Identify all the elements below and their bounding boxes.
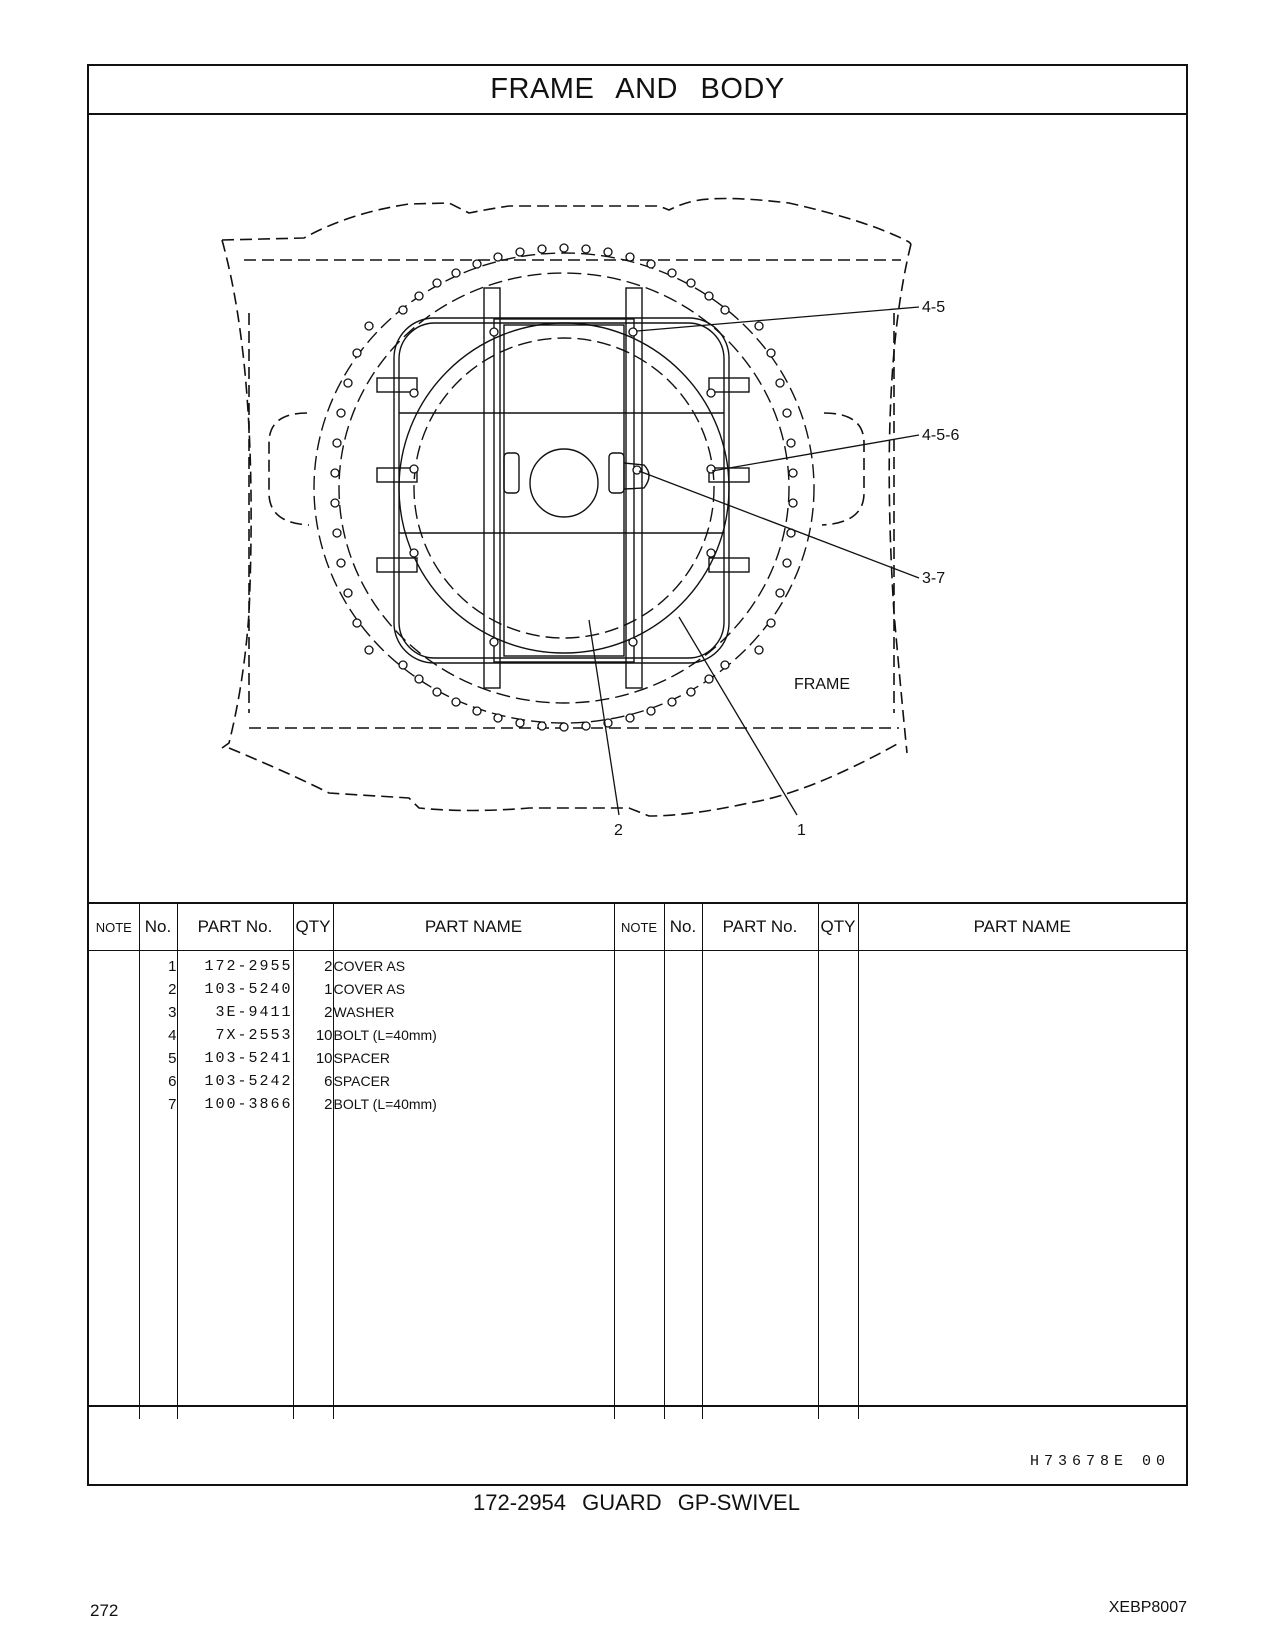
item-number-column — [139, 951, 177, 1420]
part-number: 103-5240 — [204, 981, 293, 998]
table-body-row — [89, 951, 1186, 1420]
quantity: 2 — [324, 1004, 333, 1021]
quantity: 1 — [324, 981, 333, 998]
col-no-right: No. — [664, 903, 702, 951]
page-frame — [87, 64, 1188, 1486]
assembly-title: 172-2954 GUARD GP-SWIVEL — [473, 1490, 800, 1515]
table-footer — [89, 1405, 1186, 1484]
col-qty-left: QTY — [293, 903, 333, 951]
col-partname-left: PART NAME — [333, 903, 614, 951]
quantity-column-right — [818, 951, 858, 1420]
callout-1: 1 — [797, 822, 806, 839]
part-name: BOLT (L=40mm) — [333, 1096, 437, 1112]
bearing-ring — [314, 253, 814, 723]
item-number: 3 — [168, 1004, 177, 1021]
item-number: 2 — [168, 981, 177, 998]
callout-3-7: 3-7 — [922, 570, 946, 587]
page-title: FRAME AND BODY — [490, 73, 785, 105]
note-column — [89, 951, 139, 1420]
part-name: SPACER — [333, 1073, 391, 1089]
quantity: 10 — [315, 1050, 333, 1067]
part-name: SPACER — [333, 1050, 391, 1066]
col-no-left: No. — [139, 903, 177, 951]
part-number: 7X-2553 — [215, 1027, 293, 1044]
item-number: 5 — [168, 1050, 177, 1067]
col-partno-left: PART No. — [177, 903, 293, 951]
document-id: XEBP8007 — [1108, 1599, 1187, 1616]
callout-4-5: 4-5 — [922, 299, 946, 316]
callout-4-5-6: 4-5-6 — [922, 427, 960, 444]
part-number-column — [177, 951, 293, 1420]
part-number: 103-5241 — [204, 1050, 293, 1067]
col-partname-right: PART NAME — [858, 903, 1186, 951]
part-number: 103-5242 — [204, 1073, 293, 1090]
part-number: 3E-9411 — [215, 1004, 293, 1021]
part-name: BOLT (L=40mm) — [333, 1027, 437, 1043]
part-name: WASHER — [333, 1004, 395, 1020]
parts-table — [89, 902, 1186, 1419]
table-header-row — [89, 903, 1186, 951]
col-partno-right: PART No. — [702, 903, 818, 951]
item-number: 1 — [168, 958, 177, 975]
drawing-code-number: H73678E — [1029, 1453, 1128, 1470]
col-note-right: NOTE — [614, 903, 664, 951]
page-number: 272 — [90, 1601, 119, 1620]
quantity: 2 — [324, 1096, 333, 1113]
item-number: 7 — [168, 1096, 177, 1113]
note-column-right — [614, 951, 664, 1420]
item-number: 4 — [168, 1027, 177, 1044]
quantity: 2 — [324, 958, 333, 975]
drawing-revision: 00 — [1141, 1453, 1170, 1470]
quantity: 6 — [324, 1073, 333, 1090]
leader-lines — [589, 307, 919, 815]
item-number-column-right — [664, 951, 702, 1420]
quantity: 10 — [315, 1027, 333, 1044]
part-name: COVER AS — [333, 981, 406, 997]
col-note-left: NOTE — [89, 903, 139, 951]
part-number: 172-2955 — [204, 958, 293, 975]
callout-2: 2 — [614, 822, 623, 839]
part-name-column-right — [858, 951, 1186, 1420]
part-number-column-right — [702, 951, 818, 1420]
quantity-column — [293, 951, 333, 1420]
drawing-code — [1030, 1453, 1170, 1470]
item-number: 6 — [168, 1073, 177, 1090]
col-qty-right: QTY — [818, 903, 858, 951]
part-number: 100-3866 — [204, 1096, 293, 1113]
frame-label: FRAME — [794, 676, 850, 693]
title-bar — [89, 66, 1186, 115]
parts-diagram — [89, 113, 1186, 902]
part-name-column — [333, 951, 614, 1420]
part-name: COVER AS — [333, 958, 406, 974]
exploded-view-svg — [89, 113, 1186, 902]
